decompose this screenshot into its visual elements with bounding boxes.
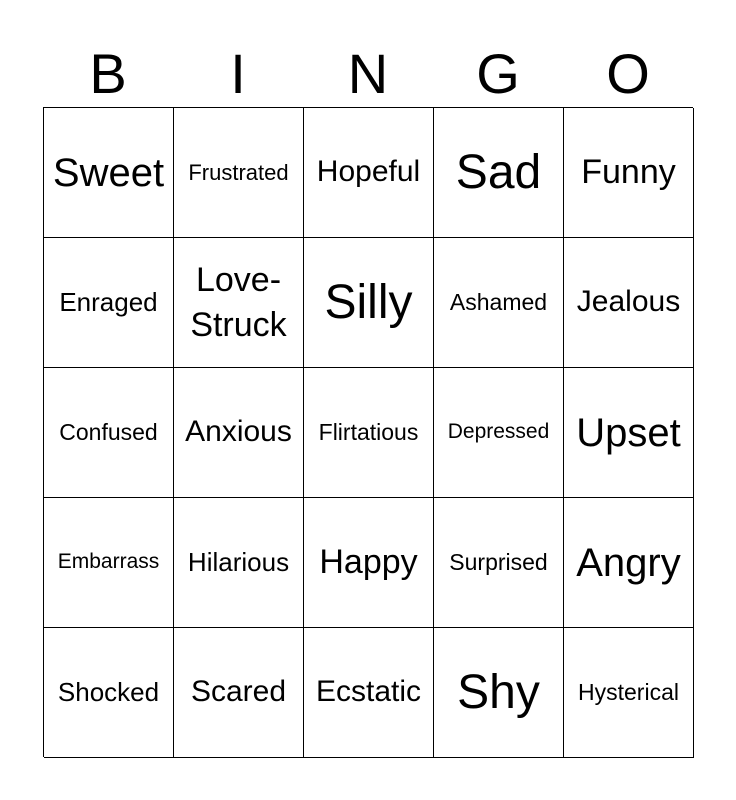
cell-label: Jealous [576, 285, 681, 319]
bingo-cell[interactable] [564, 108, 694, 238]
bingo-cell[interactable] [44, 498, 174, 628]
header-letter-b: B [89, 42, 127, 105]
cell-label: Depressed [447, 420, 550, 444]
bingo-cell[interactable] [174, 368, 304, 498]
bingo-cell[interactable] [44, 628, 174, 758]
bingo-cell[interactable] [174, 238, 304, 368]
cell-label: Hysterical [578, 679, 679, 706]
cell-label: Surprised [449, 549, 548, 576]
cell-label: Love-Struck [190, 261, 287, 344]
cell-label: Enraged [59, 286, 158, 317]
bingo-cell[interactable] [564, 628, 694, 758]
cell-label: Hopeful [316, 155, 421, 189]
cell-label: Ashamed [449, 289, 548, 316]
bingo-cell[interactable] [434, 238, 564, 368]
bingo-cell[interactable] [174, 498, 304, 628]
header-letter-n: N [347, 42, 389, 105]
cell-label: Shocked [57, 676, 160, 707]
cell-label: Frustrated [188, 159, 289, 185]
cell-label: Sad [455, 145, 542, 199]
bingo-cell[interactable] [304, 238, 434, 368]
cell-label: Upset [576, 410, 681, 455]
header-letter-i: I [230, 42, 246, 105]
header-letter-g: G [476, 42, 520, 105]
bingo-cell[interactable] [564, 238, 694, 368]
cell-label: Shy [457, 665, 540, 719]
bingo-cell[interactable] [304, 108, 434, 238]
bingo-cell[interactable] [44, 238, 174, 368]
bingo-cell[interactable] [434, 368, 564, 498]
bingo-cell[interactable] [304, 498, 434, 628]
bingo-cell[interactable] [44, 368, 174, 498]
bingo-cell[interactable] [174, 108, 304, 238]
bingo-cell[interactable] [44, 108, 174, 238]
bingo-header [43, 40, 693, 108]
cell-label: Happy [319, 542, 418, 581]
header-letter-o: O [606, 42, 650, 105]
cell-label: Silly [324, 275, 413, 329]
cell-label: Scared [190, 675, 287, 709]
bingo-card-grid [43, 107, 693, 757]
cell-label: Flirtatious [318, 419, 419, 446]
cell-label: Anxious [185, 415, 292, 449]
bingo-cell[interactable] [434, 108, 564, 238]
bingo-cell[interactable] [564, 368, 694, 498]
bingo-cell[interactable] [434, 498, 564, 628]
bingo-cell[interactable] [434, 628, 564, 758]
cell-label: Funny [581, 152, 676, 191]
bingo-cell[interactable] [304, 628, 434, 758]
bingo-cell[interactable] [564, 498, 694, 628]
cell-label: Sweet [52, 150, 165, 195]
cell-label: Confused [59, 419, 158, 446]
cell-label: Embarrass [57, 550, 160, 574]
cell-label: Ecstatic [315, 675, 422, 709]
bingo-cell[interactable] [304, 368, 434, 498]
bingo-cell[interactable] [174, 628, 304, 758]
cell-label: Hilarious [187, 546, 290, 577]
cell-label: Angry [576, 540, 681, 585]
